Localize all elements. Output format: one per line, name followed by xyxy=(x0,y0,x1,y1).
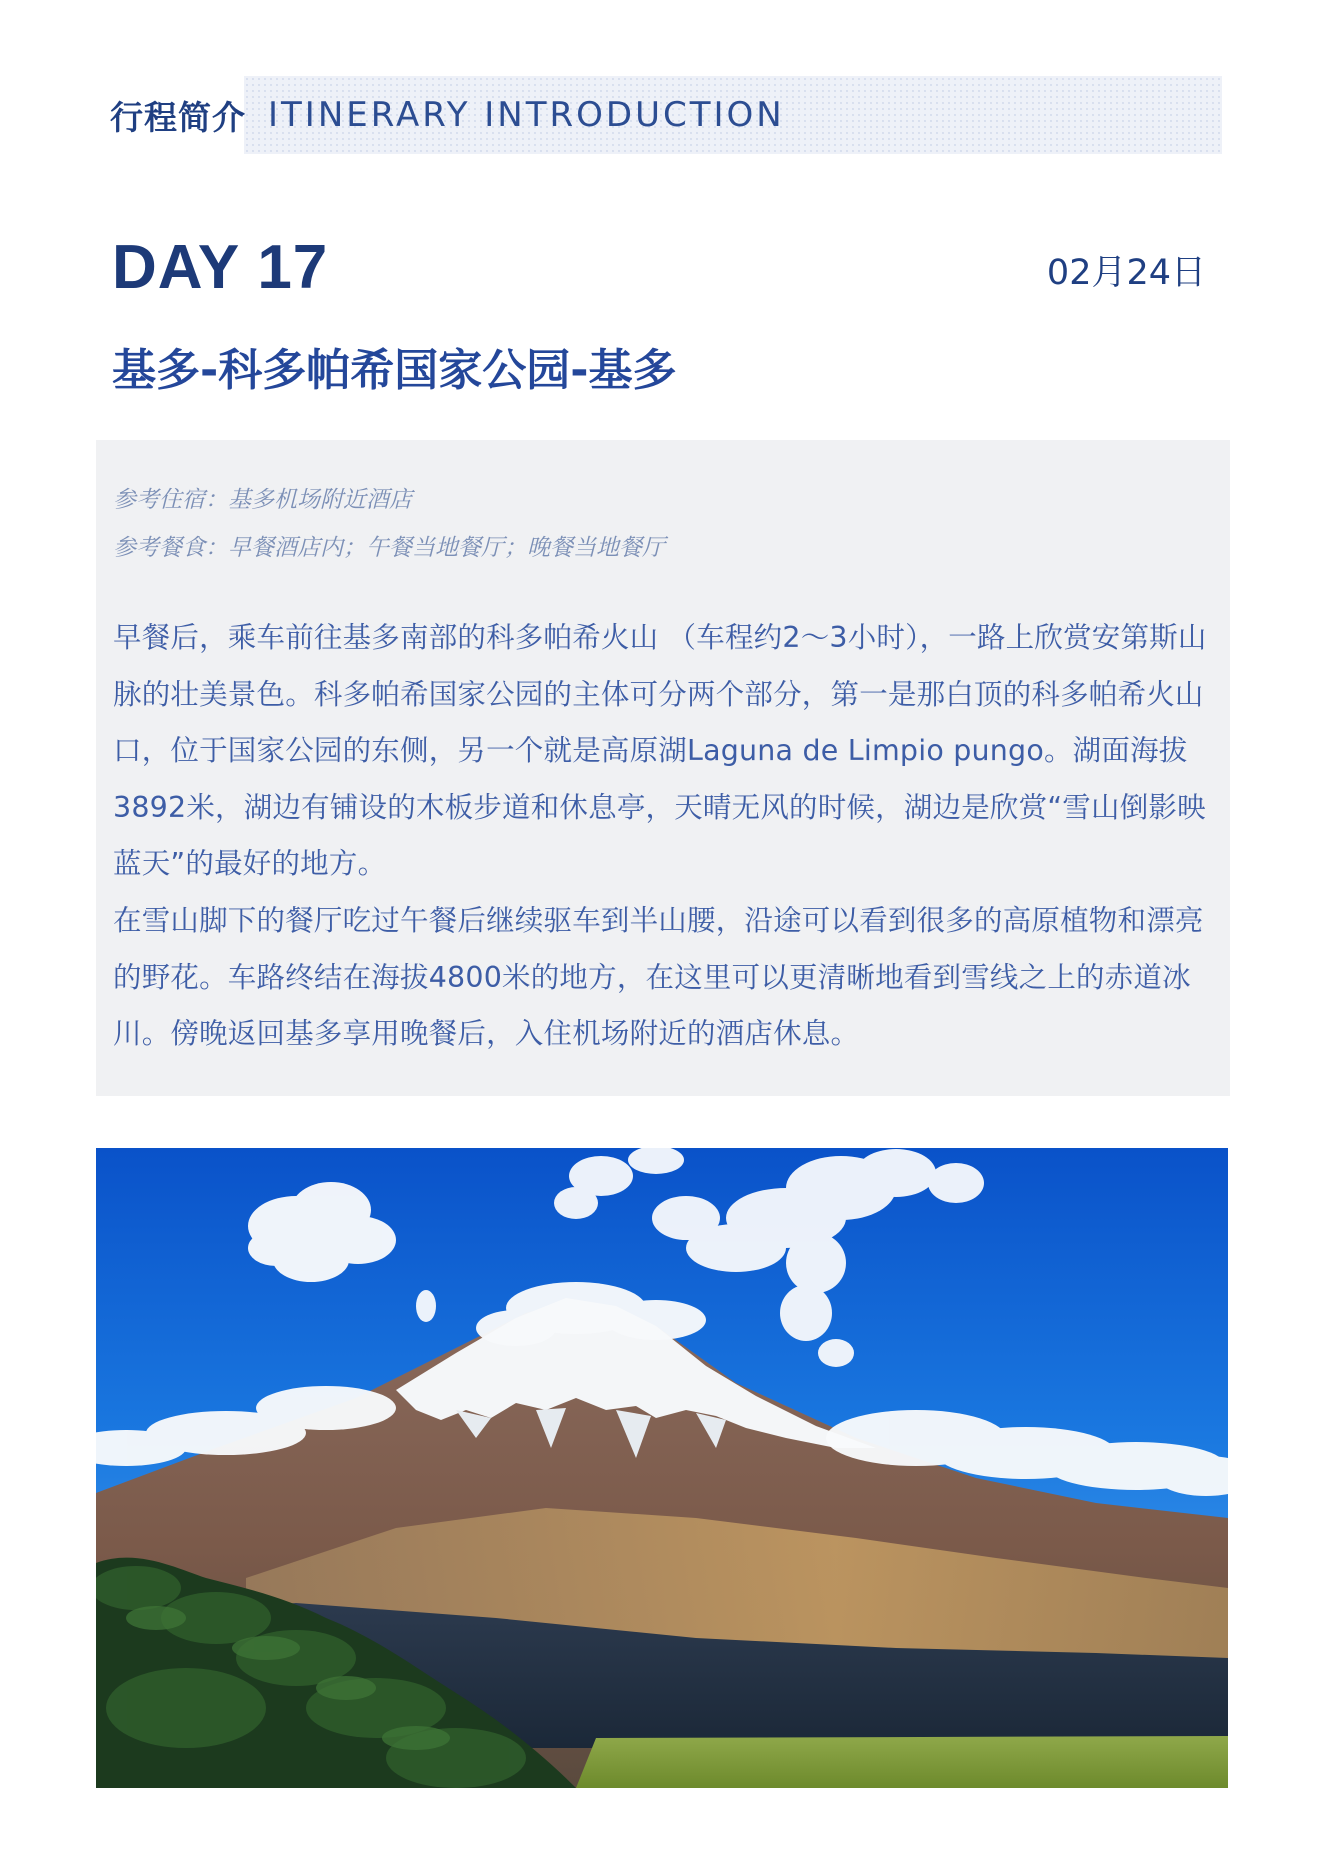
day-date: 02月24日 xyxy=(1046,253,1206,293)
description-paragraph: 在雪山脚下的餐厅吃过午餐后继续驱车到半山腰，沿途可以看到很多的高原植物和漂亮的野花。车路终结在海拔4800米的地方，在这里可以更清晰地看到雪线之上的赤道冰川。傍晚返回基多享用晚餐后，入住机场附近的酒店休息。 xyxy=(113,903,1204,1051)
meals-value: 早餐酒店内；午餐当地餐厅；晚餐当地餐厅 xyxy=(228,535,665,561)
section-title-en: ITINERARY INTRODUCTION xyxy=(268,95,785,135)
lodging-line xyxy=(113,476,1212,524)
meals-label: 参考餐食： xyxy=(113,535,228,561)
day-title: DAY 17 xyxy=(112,233,329,302)
cotopaxi-volcano-photo xyxy=(96,1148,1228,1788)
info-box xyxy=(96,440,1230,1096)
itinerary-description xyxy=(113,610,1212,1063)
description-paragraph: 早餐后，乘车前往基多南部的科多帕希火山 （车程约2～3小时），一路上欣赏安第斯山脉的壮美景色。科多帕希国家公园的主体可分两个部分，第一是那白顶的科多帕希火山口，位于国家公园的东侧，另一个就是高原湖Laguna de Limpio pungo。湖面海拔3892米，湖边有铺设的木板步道和休息亭，天晴无风的时候，湖边是欣赏“雪山倒影映蓝天”的最好的地方。 xyxy=(113,621,1207,881)
meals-line xyxy=(113,524,1212,572)
lodging-value: 基多机场附近酒店 xyxy=(228,487,412,513)
route-title: 基多-科多帕希国家公园-基多 xyxy=(112,345,677,396)
section-header xyxy=(110,88,785,142)
section-title-cn: 行程简介 xyxy=(110,97,246,137)
lodging-label: 参考住宿： xyxy=(113,487,228,513)
